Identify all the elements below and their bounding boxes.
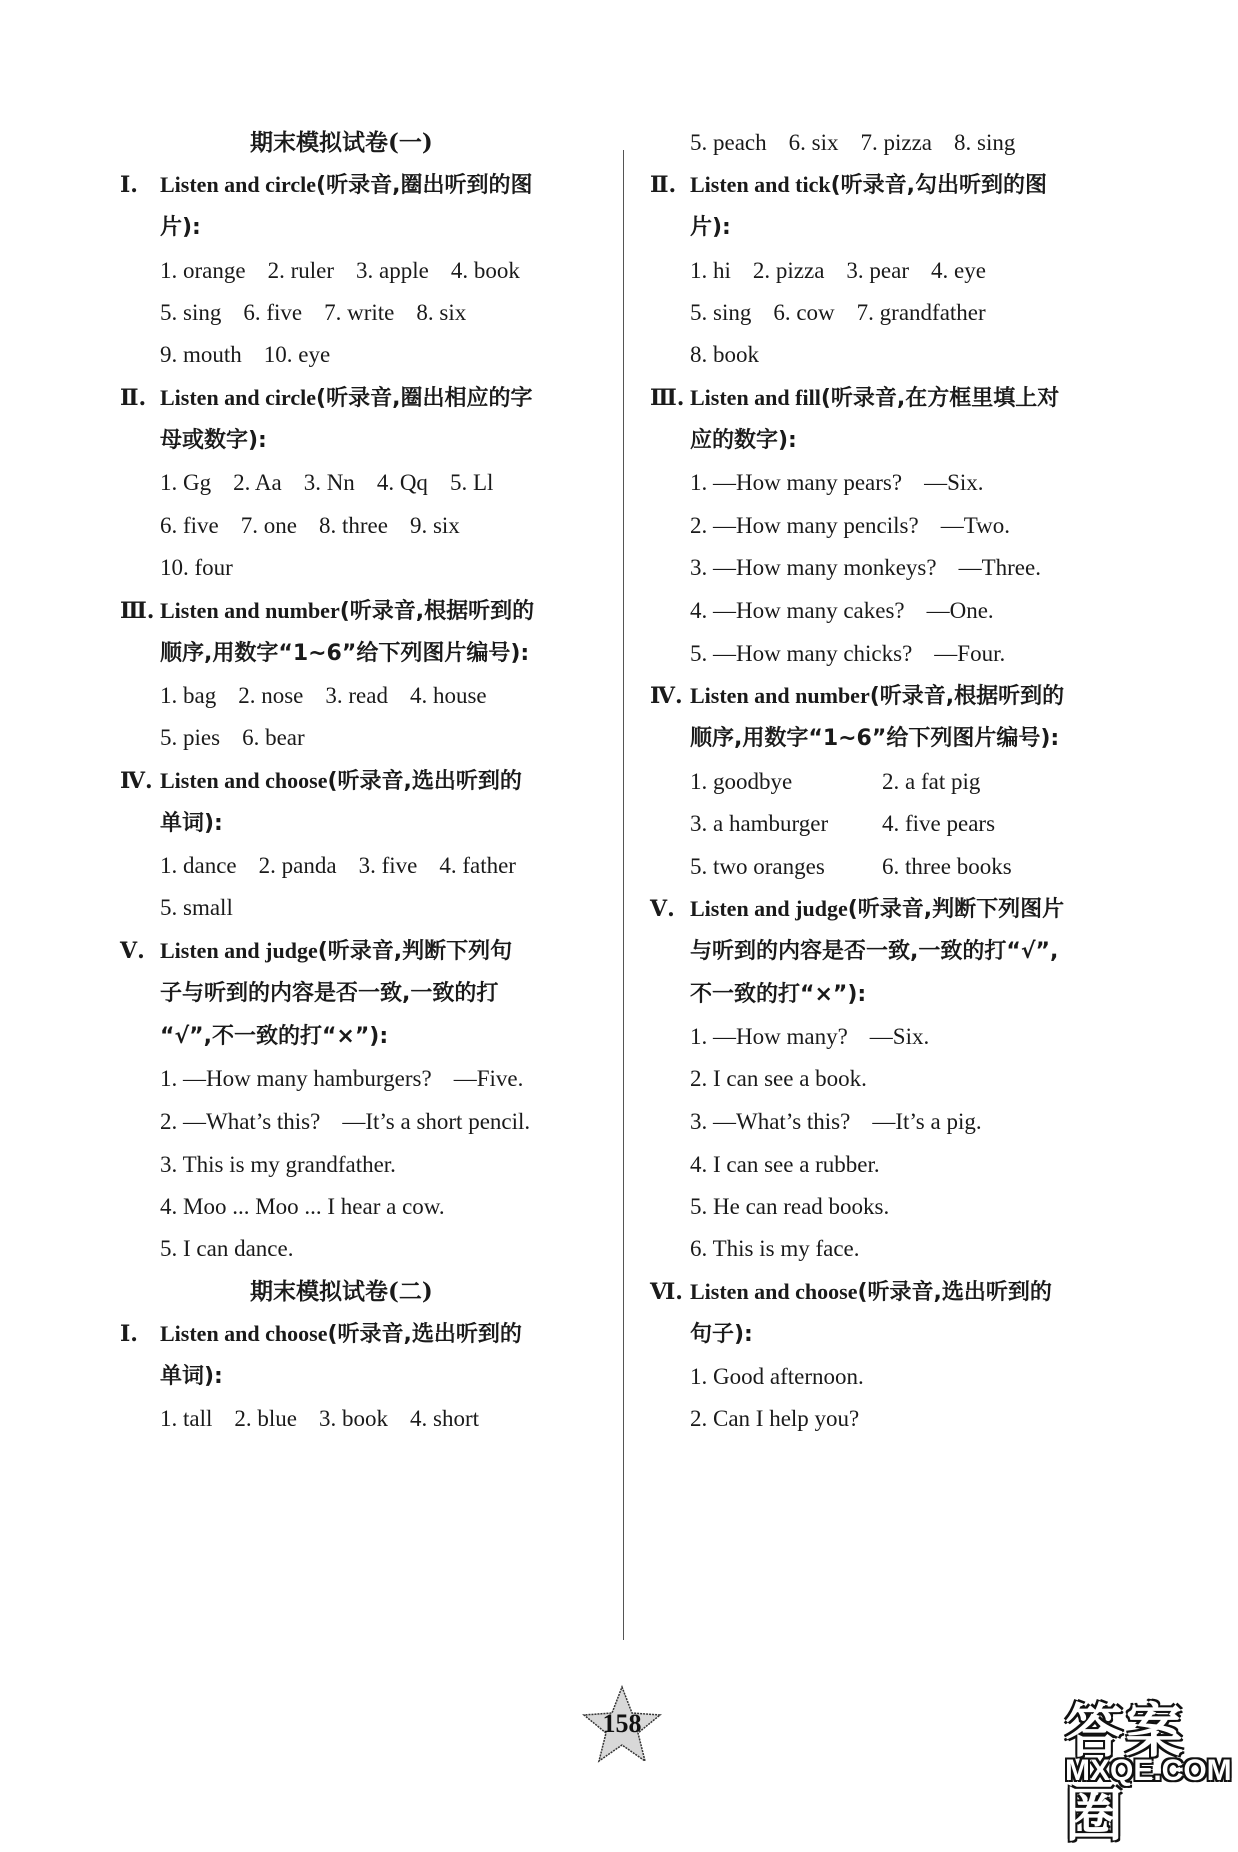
section-title-en: Listen and choose (160, 1321, 328, 1346)
section-title-en: Listen and fill (690, 385, 821, 410)
section-title-en: Listen and circle (160, 172, 317, 197)
answer-row (690, 639, 1027, 669)
answer: 4. book (450, 258, 520, 283)
section-instruction-cont: 与听到的内容是否一致,一致的打“√”, (690, 939, 1059, 964)
section-instruction-cont: 片): (160, 215, 201, 240)
answer: 2. Aa (233, 470, 282, 495)
answer-row (690, 1362, 886, 1392)
answer: 6. six (788, 130, 839, 155)
section-instruction: (听录音,根据听到的 (869, 684, 1065, 709)
answer-row (690, 298, 1008, 328)
answer-row (690, 511, 1032, 541)
answer: 6. five (243, 300, 303, 325)
answer: 5. two oranges (690, 854, 825, 879)
section-instruction-cont: 顺序,用数字“1~6”给下列图片编号): (690, 726, 1060, 751)
section-heading (650, 170, 1047, 201)
answer: 2. panda (258, 853, 337, 878)
answer: —It’s a pig. (872, 1109, 982, 1134)
answer: 4. five pears (882, 811, 996, 836)
answer-row (690, 1234, 882, 1264)
section-number: Ⅲ. (650, 385, 685, 411)
section-heading (650, 681, 1064, 712)
answer-row (690, 1192, 911, 1222)
answer: 4. Qq (376, 470, 428, 495)
answer: 4. —How many cakes? (690, 598, 905, 623)
section-instruction-cont: 单词): (160, 1364, 223, 1389)
answer: 1. dance (160, 853, 237, 878)
answer: 2. —What’s this? (160, 1109, 321, 1134)
answer: 4. short (410, 1406, 479, 1431)
answer: 5. Ll (449, 470, 494, 495)
section-heading (120, 1319, 522, 1350)
section-number: Ⅰ. (120, 172, 138, 198)
answer: 1. —How many hamburgers? (160, 1066, 432, 1091)
section-instruction: (听录音,勾出听到的图 (830, 173, 1048, 198)
answer-row (160, 1404, 501, 1434)
section-heading (120, 766, 522, 797)
answer: 6. three books (882, 854, 1012, 879)
section-number: Ⅴ. (120, 938, 145, 964)
section-number: Ⅴ. (650, 896, 675, 922)
section-instruction: (听录音,圈出听到的图 (316, 173, 533, 198)
answer: 4. eye (930, 258, 986, 283)
answer: 10. four (160, 555, 233, 580)
section-number: Ⅱ. (120, 385, 147, 411)
answer-row (160, 1234, 315, 1264)
section-title-en: Listen and choose (160, 768, 328, 793)
answer: 7. pizza (860, 130, 932, 155)
answer: —Four. (934, 641, 1006, 666)
section-heading (120, 596, 534, 627)
answer-row (690, 340, 781, 370)
answer: 1. tall (160, 1406, 213, 1431)
answer: 3. read (325, 683, 388, 708)
answer: 8. sing (954, 130, 1016, 155)
answer-row (690, 809, 1017, 839)
answer: 4. father (439, 853, 516, 878)
answer: 3. book (319, 1406, 388, 1431)
page-number-badge (582, 1685, 662, 1765)
answer: 1. Good afternoon. (690, 1364, 864, 1389)
answer: 3. apple (356, 258, 429, 283)
answer-row (690, 1150, 902, 1180)
section-title-en: Listen and judge (160, 938, 318, 963)
answer-row (160, 553, 255, 583)
section-instruction-cont: 应的数字): (690, 428, 797, 453)
answer: 2. —How many pencils? (690, 513, 919, 538)
answer: 2. pizza (752, 258, 825, 283)
section-heading (650, 894, 1064, 925)
section-instruction: (听录音,圈出相应的字 (316, 386, 533, 411)
answer: 4. Moo ... Moo ... I hear a cow. (160, 1194, 445, 1219)
answer: 5. —How many chicks? (690, 641, 913, 666)
answer: 3. five (358, 853, 418, 878)
section-title-en: Listen and number (690, 683, 870, 708)
section-instruction: (听录音,选出听到的 (327, 1322, 522, 1347)
answer: —One. (926, 598, 994, 623)
answer-row (690, 767, 1002, 797)
section-instruction-cont: 单词): (160, 811, 223, 836)
answer-row (160, 723, 327, 753)
section-instruction-cont: 片): (690, 215, 731, 240)
answer-row (690, 1107, 1004, 1137)
answer-row (690, 468, 1006, 498)
watermark-logo (1055, 1684, 1232, 1849)
answer: 9. mouth (160, 342, 242, 367)
section-heading (650, 1277, 1052, 1308)
answer: 5. I can dance. (160, 1236, 294, 1261)
section-instruction: (听录音,判断下列图片 (847, 897, 1065, 922)
section-instruction: (听录音,选出听到的 (857, 1280, 1052, 1305)
answer: 3. This is my grandfather. (160, 1152, 396, 1177)
answer: 8. three (318, 513, 388, 538)
answer-row (160, 681, 509, 711)
answer: 5. sing (160, 300, 222, 325)
answer: 2. nose (238, 683, 304, 708)
answer: —Five. (453, 1066, 524, 1091)
answer: 3. —How many monkeys? (690, 555, 937, 580)
answer: 8. book (690, 342, 759, 367)
answer: 7. one (240, 513, 297, 538)
answer-row (160, 1107, 552, 1137)
answer: 1. hi (690, 258, 731, 283)
answer: 9. six (409, 513, 460, 538)
answer: 6. five (160, 513, 219, 538)
section-instruction: (听录音,在方框里填上对 (820, 386, 1060, 411)
answer-row (160, 511, 482, 541)
answer: 5. peach (690, 130, 767, 155)
answer: 1. bag (160, 683, 217, 708)
answer: 7. write (324, 300, 395, 325)
section-instruction: (听录音,选出听到的 (327, 769, 522, 794)
answer-row (690, 553, 1063, 583)
answer-row (160, 1192, 467, 1222)
answer: 2. ruler (267, 258, 334, 283)
section-instruction-cont: “√”,不一致的打“×”): (160, 1024, 389, 1049)
exam-title-1: 期末模拟试卷(一) (250, 129, 433, 156)
answer-row (690, 1404, 881, 1434)
section-number: Ⅰ. (120, 1321, 138, 1347)
section-instruction-cont: 不一致的打“×”): (690, 982, 867, 1007)
answer: —It’s a short pencil. (342, 1109, 531, 1134)
answer: 2. Can I help you? (690, 1406, 860, 1431)
answer: —Six. (869, 1024, 930, 1049)
answer: 1. Gg (160, 470, 212, 495)
answer-row (690, 128, 1037, 158)
answer: 1. —How many? (690, 1024, 848, 1049)
answer: 5. pies (160, 725, 221, 750)
answer: 1. —How many pears? (690, 470, 903, 495)
answer: 4. house (409, 683, 487, 708)
section-title-en: Listen and tick (690, 172, 831, 197)
answer-row (160, 468, 515, 498)
section-instruction-cont: 子与听到的内容是否一致,一致的打 (160, 981, 499, 1006)
section-heading (120, 170, 532, 201)
answer-row (160, 298, 488, 328)
watermark-text: 答案圈 (1065, 1697, 1186, 1849)
section-instruction-cont: 顺序,用数字“1~6”给下列图片编号): (160, 641, 530, 666)
section-number: Ⅵ. (650, 1279, 683, 1305)
section-title-en: Listen and circle (160, 385, 317, 410)
section-instruction-cont: 句子): (690, 1322, 753, 1347)
section-heading (120, 383, 532, 414)
section-heading (650, 383, 1059, 414)
answer-row (690, 1022, 951, 1052)
section-instruction-cont: 母或数字): (160, 428, 267, 453)
section-title-en: Listen and choose (690, 1279, 858, 1304)
answer-row (690, 256, 1008, 286)
answer: 1. goodbye (690, 769, 793, 794)
answer: 3. pear (846, 258, 909, 283)
section-title-en: Listen and number (160, 598, 340, 623)
answer: —Six. (924, 470, 984, 495)
page-number: 158 (602, 1709, 642, 1738)
answer-row (160, 340, 352, 370)
answer: 5. sing (690, 300, 752, 325)
answer-row (690, 852, 1034, 882)
answer-row (160, 1064, 545, 1094)
answer: —Two. (940, 513, 1010, 538)
section-number: Ⅳ. (120, 768, 153, 794)
answer-row (690, 596, 1016, 626)
section-number: Ⅳ. (650, 683, 683, 709)
answer-row (160, 893, 255, 923)
answer: 2. blue (234, 1406, 297, 1431)
section-number: Ⅲ. (120, 598, 155, 624)
section-instruction: (听录音,根据听到的 (339, 599, 535, 624)
answer: 2. I can see a book. (690, 1066, 867, 1091)
answer: 4. I can see a rubber. (690, 1152, 880, 1177)
answer: 8. six (416, 300, 467, 325)
answer-row (160, 1150, 418, 1180)
answer: 6. This is my face. (690, 1236, 860, 1261)
answer-row (690, 1064, 889, 1094)
answer: 10. eye (263, 342, 331, 367)
section-heading (120, 936, 512, 967)
answer: 6. cow (773, 300, 835, 325)
answer: 3. —What’s this? (690, 1109, 851, 1134)
answer-row (160, 851, 538, 881)
section-instruction: (听录音,判断下列句 (317, 939, 513, 964)
column-divider (623, 150, 624, 1640)
answer: 3. a hamburger (690, 811, 829, 836)
answer: 2. a fat pig (882, 769, 981, 794)
answer: 5. small (160, 895, 233, 920)
answer: 5. He can read books. (690, 1194, 890, 1219)
answer: —Three. (958, 555, 1041, 580)
answer: 1. orange (160, 258, 246, 283)
answer: 3. Nn (303, 470, 355, 495)
exam-title-2: 期末模拟试卷(二) (250, 1278, 433, 1305)
answer: 7. grandfather (856, 300, 986, 325)
watermark-url: MXQE.COM (1065, 1754, 1232, 1787)
section-title-en: Listen and judge (690, 896, 848, 921)
answer-row (160, 256, 542, 286)
answer: 6. bear (242, 725, 305, 750)
section-number: Ⅱ. (650, 172, 677, 198)
